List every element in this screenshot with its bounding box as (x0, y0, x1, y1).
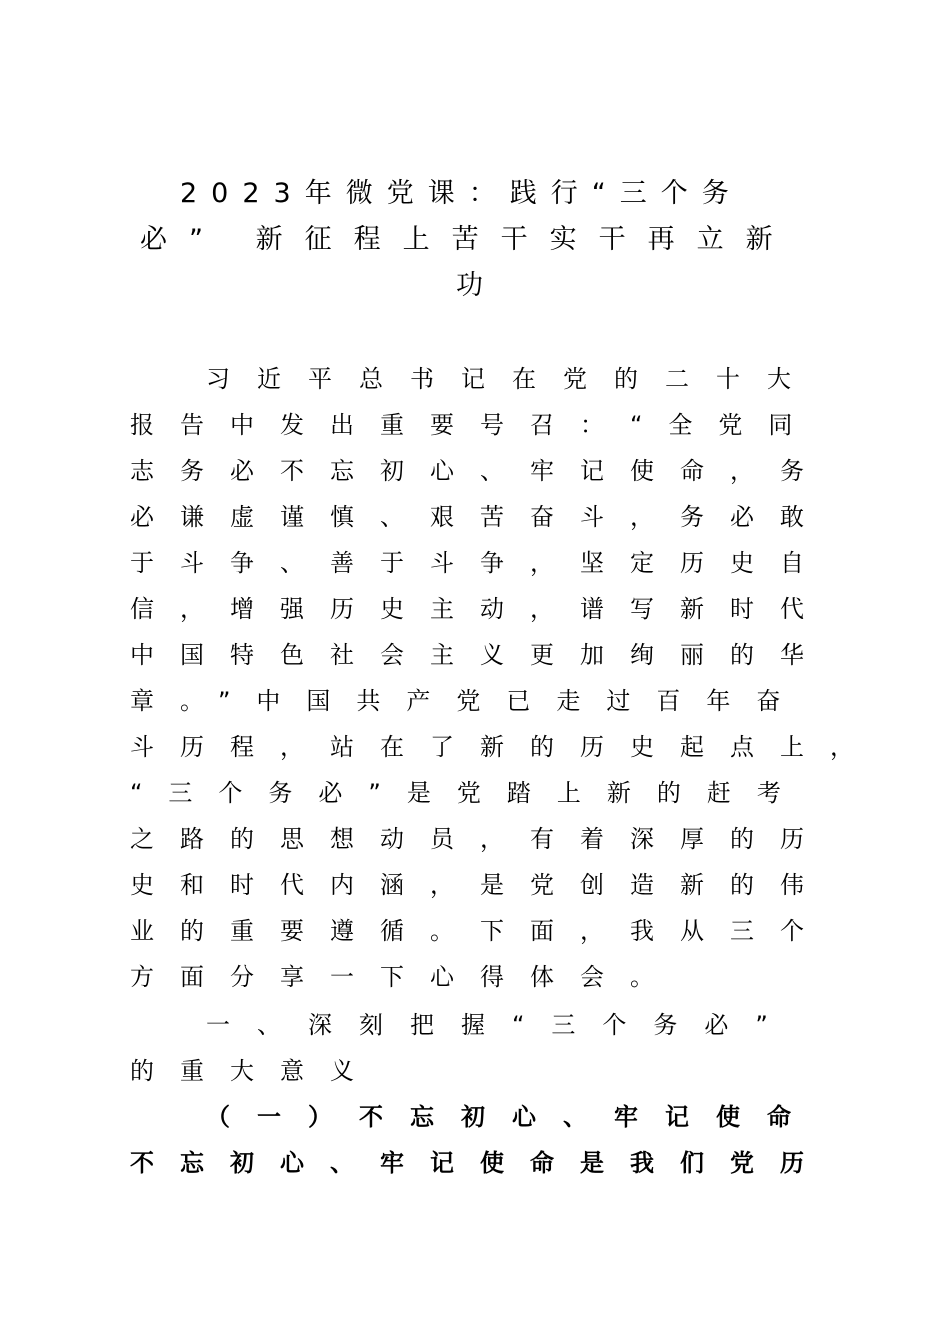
title-line-1: 2023年微党课：践行“三个务 (180, 178, 743, 209)
paragraph-line: 方面分享一下心得体会。 (130, 963, 680, 991)
section-heading: 一、深刻把握“三个务必” (206, 1011, 795, 1039)
paragraph-line: 中国特色社会主义更加绚丽的华 (130, 641, 830, 669)
section-heading-continuation: 的重大意义 (130, 1057, 380, 1085)
paragraph-line: 报告中发出重要号召：“全党同 (130, 411, 819, 439)
paragraph-line: 业的重要遵循。下面，我从三个 (130, 917, 830, 945)
paragraph-line: 斗历程，站在了新的历史起点上， (130, 733, 880, 761)
subsection-heading: （一）不忘初心、牢记使命 (206, 1103, 818, 1131)
paragraph-line: 习近平总书记在党的二十大 (206, 365, 818, 393)
title-line-3: 功 (456, 270, 483, 301)
paragraph-line: “三个务必”是党踏上新的赶考 (130, 779, 807, 807)
paragraph-line: 章。”中国共产党已走过百年奋 (130, 687, 807, 715)
paragraph-line: 必谦虚谨慎、艰苦奋斗，务必敢 (130, 503, 830, 531)
paragraph-line: 于斗争、善于斗争，坚定历史自 (130, 549, 830, 577)
title-line-2: 必” 新征程上苦干实干再立新 (140, 224, 795, 255)
paragraph-line: 之路的思想动员，有着深厚的历 (130, 825, 830, 853)
paragraph-line: 信，增强历史主动，谱写新时代 (130, 595, 830, 623)
paragraph-line: 志务必不忘初心、牢记使命，务 (130, 457, 830, 485)
paragraph-line: 史和时代内涵，是党创造新的伟 (130, 871, 830, 899)
subsection-text: 不忘初心、牢记使命是我们党历 (130, 1149, 830, 1177)
